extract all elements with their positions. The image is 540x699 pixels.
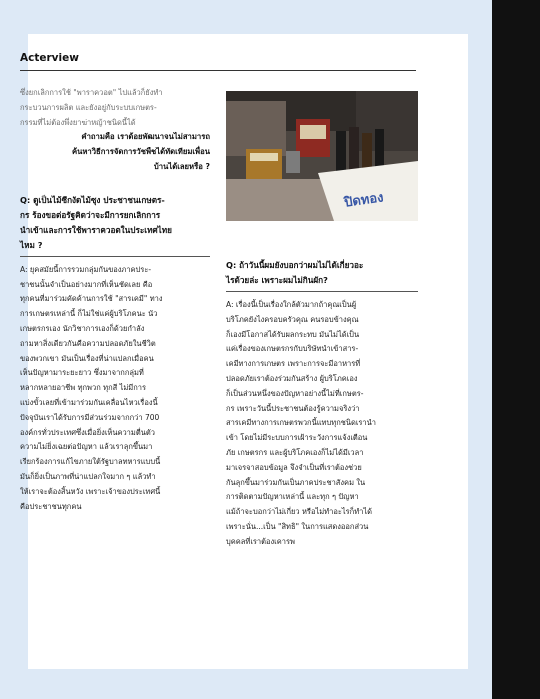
answer-line: กันลุกขึ้นมาร่วมกันเป็นภาคประชาสังคม ใน xyxy=(226,477,366,487)
answer-line: แม้ถ้าจะบอกว่าไม่เกี่ยว หรือไม่ทำอะไรก็ทำได้ xyxy=(226,507,373,517)
question-block-right xyxy=(226,258,418,292)
question-line: กร ร้องขอต่อรัฐคิดว่าจะมีการยกเลิกการ xyxy=(20,209,161,220)
answer-paragraph-right xyxy=(226,298,418,550)
question-line: Q: ถ้าวันนี้ผมยังบอกว่าผมไม่ได้เกี่ยวอะ xyxy=(226,260,364,270)
question-divider xyxy=(20,256,210,257)
answer-line: ของพวกเขา มันเป็นเรื่องที่น่าแปลกเมื่อคน xyxy=(20,353,154,363)
answer-line: ให้เราจะต้องสิ้นหวัง เพราะเจ้าของประเทศนี้ xyxy=(20,486,161,496)
intro-line: กระบวนการผลิต และยังอยู่กับระบบเกษตร- xyxy=(20,102,157,112)
answer-line: ปัจจุบันเราได้รับการมีส่วนร่วมจากกว่า 700 xyxy=(20,412,160,422)
answer-line: ความไม่ยิ่งเฉยต่อปัญหา แล้วเราลุกขึ้นมา xyxy=(20,442,153,452)
question-divider xyxy=(226,291,418,292)
answer-line: เคมีทางการเกษตร เพราะการจะมีอาหารที่ xyxy=(226,359,361,369)
answer-line: มาเจรจาสอบข้อมูล จึงจำเป็นที่เราต้องช่วย xyxy=(226,462,362,472)
question-line: Q: ดูเป็นไม้ซีกงัดไม้ซุง ประชาชนเกษตร- xyxy=(20,194,165,205)
answer-line: แบ่งขั้วเลยที่เข้ามาร่วมกันเคลื่อนไหวเรื่องนี้ xyxy=(20,397,158,407)
answer-line: สารเคมีทางการเกษตรพวกนี้แทบทุกชนิดเรานำ xyxy=(226,418,376,428)
answer-line: แค่เรื่องของเกษตรกรกับบริษัทนำเข้าสาร- xyxy=(226,344,359,354)
answer-line: ก็เองมีโอกาสได้รับผลกระทบ มันไม่ได้เป็น xyxy=(226,329,360,339)
answer-line: A: ยุคสมัยนี้การรวมกลุ่มกันของภาคประ- xyxy=(20,264,152,274)
answer-line: หลากหลายอาชีพ ทุกพวก ทุกสี ไม่มีการ xyxy=(20,383,147,393)
protest-photo xyxy=(226,91,418,221)
answer-line: เข้า โดยไม่มีระบบการเฝ้าระวังการแจ้งเตือน xyxy=(226,433,368,443)
intro-line: ซึ่งยกเลิกการใช้ "พาราควอต" ไปแล้วก็ยังทำ xyxy=(20,88,163,97)
quote-line: คำถามคือ เราด้อยพัฒนาจนไม่สามารถ xyxy=(81,132,210,142)
photo-sign-text: ปิดทอง xyxy=(343,190,385,211)
answer-line: ชาชนนั้นจำเป็นอย่างมากที่เห็นชัดเลย คือ xyxy=(20,279,153,289)
answer-line: เพราะนั่น...เป็น "สิทธิ" ในการแสดงออกส่วน xyxy=(226,521,369,531)
answer-line: เรียกร้องการแก้ไขภายใต้รัฐบาลทหารแบบนี้ xyxy=(20,457,161,467)
answer-line: ทุกคนที่มาร่วมคัดค้านการใช้ "สารเคมี" ทาง xyxy=(20,294,163,304)
answer-line: การเกษตรเหล่านี้ ก็ไม่ใช่แค่ผู้บริโภคนะ นัว xyxy=(20,309,158,319)
answer-line: ภัย เกษตรกร และผู้บริโภคเองก็ไม่ได้มีเวลา xyxy=(226,447,364,457)
section-title: Acterview xyxy=(20,52,79,64)
quote-line: ค้นหาวิธีการจัดการวัชพืชได้ทัดเทียมเพื่อน xyxy=(71,147,210,157)
title-divider xyxy=(20,70,416,71)
question-line: นำเข้าและการใช้พาราควอตในประเทศไทย xyxy=(20,224,172,235)
answer-line: บริโภคยังไงครอบครัวคุณ คนรอบข้างคุณ xyxy=(226,314,359,324)
pull-quote xyxy=(20,130,210,174)
answer-line: องค์กรทั่วประเทศซึ่งเมื่อยิ่งเห็นความตื่นตัว xyxy=(20,427,155,437)
answer-line: เห็นปัญหามาระยะยาว ซึ่งมาจากกลุ่มที่ xyxy=(20,368,144,378)
quote-line: บ้านได้เลยหรือ ? xyxy=(153,161,210,171)
black-edge-strip xyxy=(492,0,540,699)
answer-line: บุคคลที่เราต้องเคารพ xyxy=(226,536,295,546)
answer-line: การติดตามปัญหาเหล่านี้ และทุก ๆ ปัญหา xyxy=(226,492,359,502)
left-column xyxy=(20,86,210,514)
question-line: ไรด้วยล่ะ เพราะผมไม่กินผัก? xyxy=(226,275,328,285)
right-column xyxy=(226,258,418,550)
answer-line: กร เพราะวันนี้ประชาชนต้องรู้ความจริงว่า xyxy=(226,403,360,413)
answer-line: ถามหาสิ่งเดียวกันคือความปลอดภัยในชีวิต xyxy=(20,338,156,348)
answer-line: คือประชาชนทุกคน xyxy=(20,501,82,511)
answer-line: มันก็ยิ่งเป็นภาพที่น่าแปลกใจมาก ๆ แล้วทำ xyxy=(20,471,156,481)
question-line: ไหม ? xyxy=(20,239,43,250)
intro-line: กรรมที่ไม่ต้องพึ่งยาฆ่าหญ้าชนิดนี้ได้ xyxy=(20,117,136,127)
answer-line: เกษตรกรเอง นักวิชาการเองก็ด้วยกำลัง xyxy=(20,323,145,333)
answer-paragraph xyxy=(20,263,210,515)
protest-photo-illustration xyxy=(226,91,418,221)
answer-line: ปลอดภัยเราต้องร่วมกันสร้าง ผู้บริโภคเอง xyxy=(226,373,358,383)
intro-paragraph xyxy=(20,86,210,130)
answer-line: A: เรื่องนี้เป็นเรื่องใกล้ตัวมากถ้าคุณเป็นผู้ xyxy=(226,300,357,309)
answer-line: ก็เป็นส่วนหนึ่งของปัญหาอย่างนี้ไม่ที่เกษตร- xyxy=(226,388,364,398)
question-block xyxy=(20,193,210,257)
